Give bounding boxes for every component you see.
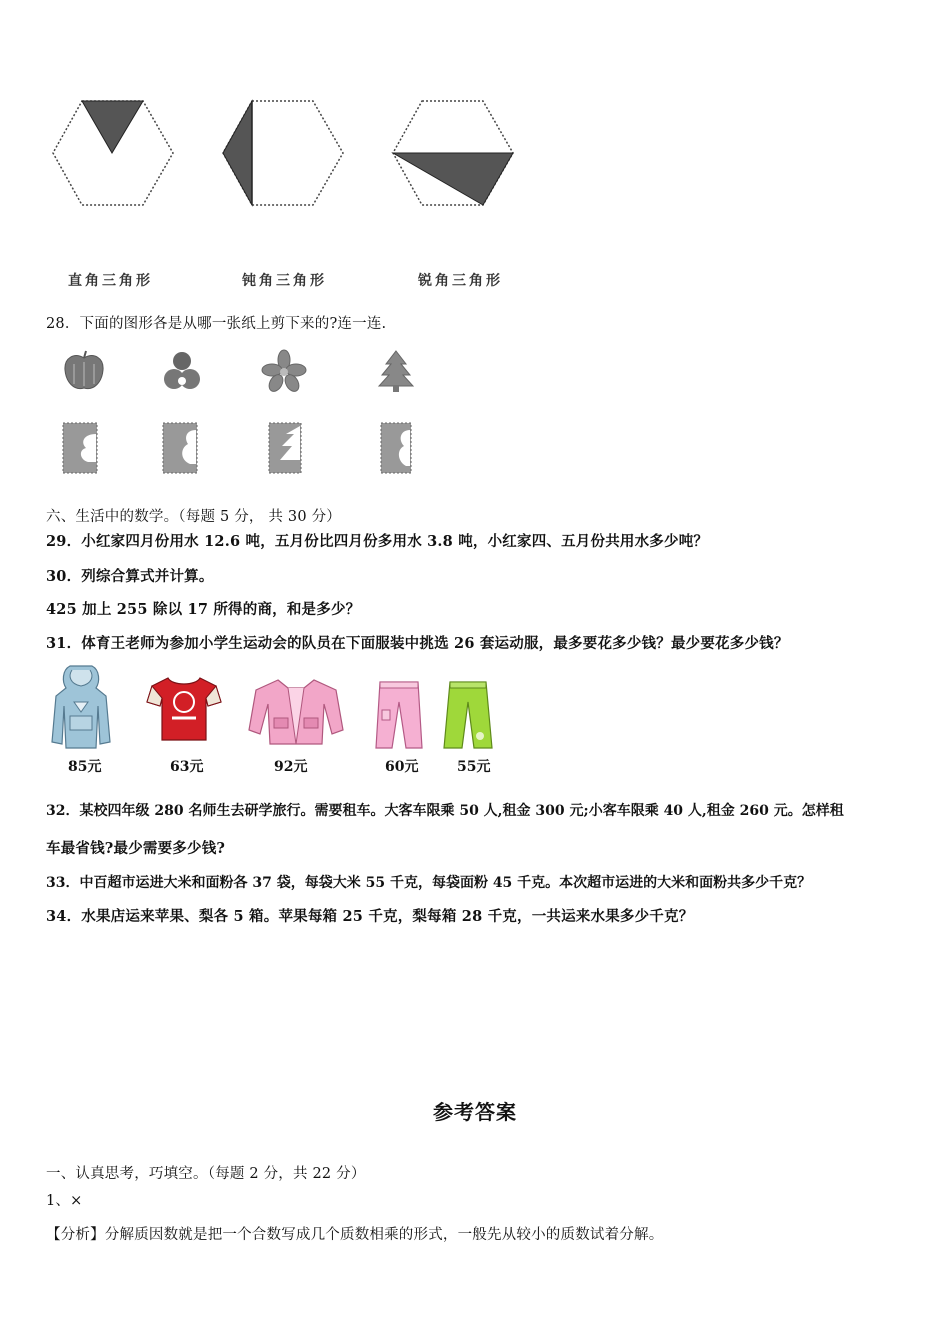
price-pink-pants: 60元 xyxy=(385,759,419,775)
flower-icon xyxy=(262,350,306,392)
tshirt-icon xyxy=(146,676,222,742)
section-6-heading: 六、生活中的数学。（每题 5 分， 共 30 分） xyxy=(46,509,341,525)
hexagon-figure-3 xyxy=(392,100,514,206)
hexagon-label-obtuse: 钝角三角形 xyxy=(242,273,327,289)
answers-section-1: 一、认真思考，巧填空。（每题 2 分，共 22 分） xyxy=(46,1166,366,1182)
hoodie-icon xyxy=(48,662,112,750)
question-30: 30．列综合算式并计算。 xyxy=(46,568,214,585)
question-30-sub: 425 加上 255 除以 17 所得的商，和是多少？ xyxy=(46,601,361,618)
question-32-line-1: 32．某校四年级 280 名师生去研学旅行。需要租车。大客车限乘 50 人,租金 300 元;小客车限乘 40 人,租金 260 元。怎样租 xyxy=(46,803,844,819)
jacket-icon xyxy=(248,678,344,746)
hexagon-figure-2 xyxy=(222,100,344,206)
apple-icon xyxy=(62,350,106,392)
answer-1: 1、× xyxy=(46,1193,83,1209)
question-32-line-2: 车最省钱?最少需要多少钱? xyxy=(46,840,226,857)
tree-icon xyxy=(376,350,416,392)
question-34: 34．水果店运来苹果、梨各 5 箱。苹果每箱 25 千克，梨每箱 28 千克，一共运来水果多少千克？ xyxy=(46,908,694,925)
hexagon-label-right: 直角三角形 xyxy=(68,273,153,289)
paper-cut-1 xyxy=(62,422,98,474)
question-28: 28．下面的图形各是从哪一张纸上剪下来的?连一连. xyxy=(46,316,387,332)
gourd-icon xyxy=(162,348,202,394)
question-29: 29．小红家四月份用水 12.6 吨，五月份比四月份多用水 3.8 吨，小红家四、五月份共用水多少吨？ xyxy=(46,533,709,550)
paper-cut-4 xyxy=(380,422,412,474)
answers-title: 参考答案 xyxy=(433,1100,517,1124)
paper-cut-3 xyxy=(268,422,302,474)
price-jacket: 92元 xyxy=(274,759,308,775)
price-hoodie: 85元 xyxy=(68,759,102,775)
hexagon-label-acute: 锐角三角形 xyxy=(418,273,503,289)
price-green-pants: 55元 xyxy=(457,759,491,775)
price-tshirt: 63元 xyxy=(170,759,204,775)
question-33: 33．中百超市运进大米和面粉各 37 袋，每袋大米 55 千克，每袋面粉 45 千克。本次超市运进的大米和面粉共多少千克？ xyxy=(46,875,812,891)
hexagon-figure-1 xyxy=(52,100,174,206)
paper-cut-2 xyxy=(162,422,198,474)
green-pants-icon xyxy=(442,680,494,750)
answer-1-analysis: 【分析】分解质因数就是把一个合数写成几个质数相乘的形式，一般先从较小的质数试着分解。 xyxy=(46,1227,664,1243)
pink-pants-icon xyxy=(374,680,424,750)
question-31: 31．体育王老师为参加小学生运动会的队员在下面服装中挑选 26 套运动服，最多要花多少钱？最少要花多少钱？ xyxy=(46,635,789,652)
